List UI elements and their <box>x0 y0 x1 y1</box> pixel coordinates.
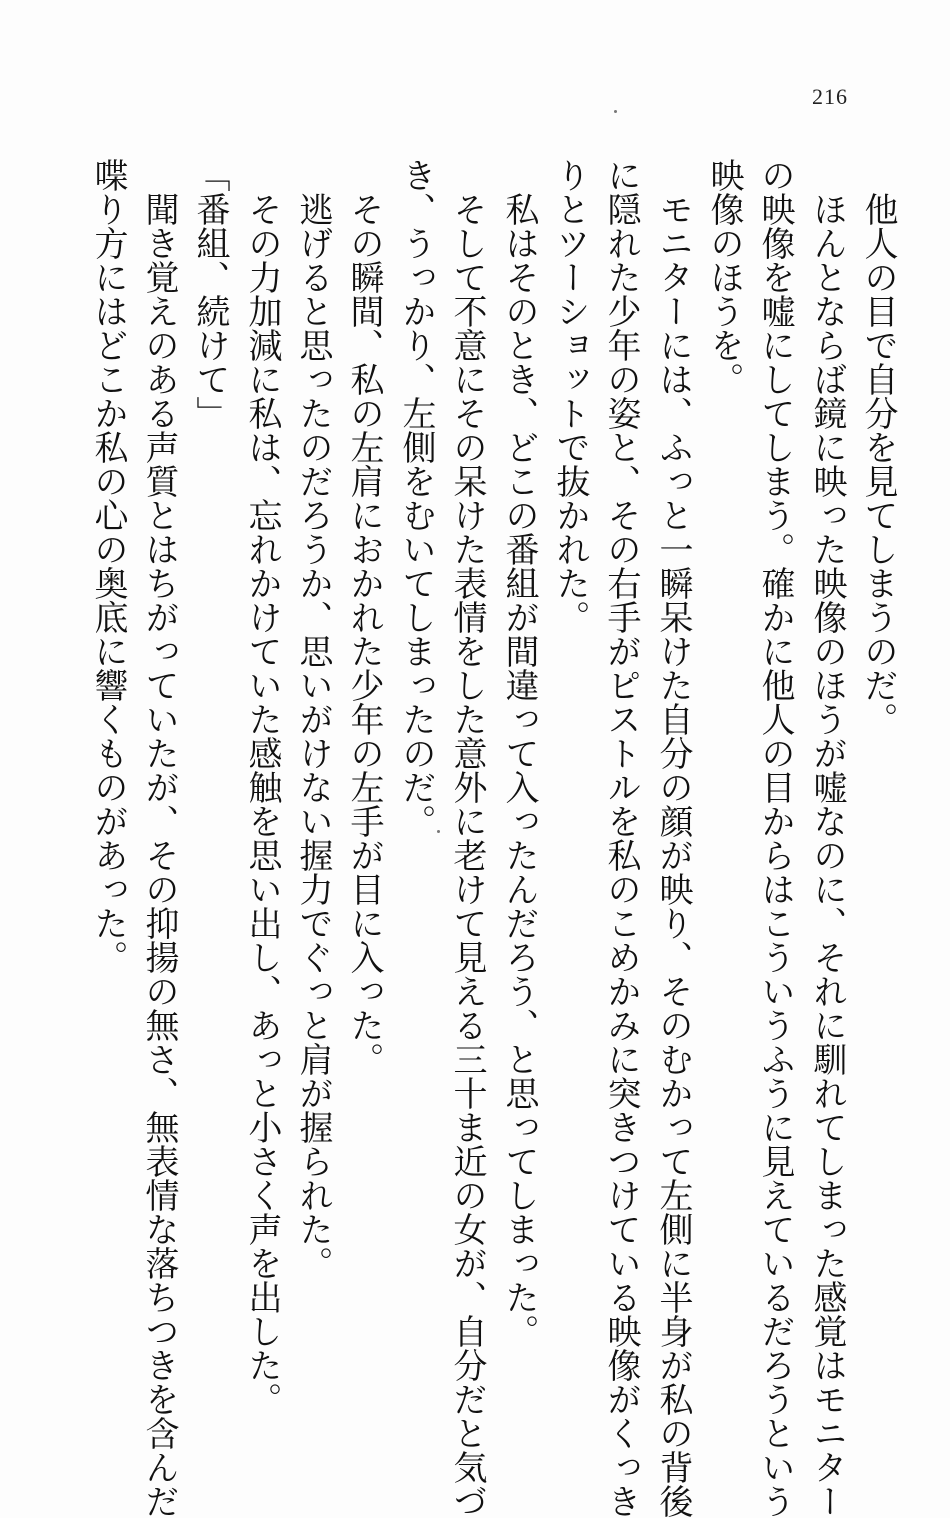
text-line: 喋り方にはどこか私の心の奥底に響くものがあった。 <box>88 158 128 974</box>
text-line: その力加減に私は、忘れかけていた感触を思い出し、あっと小さく声を出した。 <box>242 158 282 1416</box>
text-line: モニターには、ふっと一瞬呆けた自分の顔が映り、そのむかって左側に半身が私の背後 <box>653 158 693 1518</box>
text-line: き、うっかり、左側をむいてしまったのだ。 <box>396 158 436 838</box>
text-line: そして不意にその呆けた表情をした意外に老けて見える三十ま近の女が、自分だと気づ <box>447 158 487 1518</box>
page-number: 216 <box>812 84 848 109</box>
text-line: りとツーショットで抜かれた。 <box>550 158 590 634</box>
text-line: その瞬間、私の左肩におかれた少年の左手が目に入った。 <box>344 158 384 1076</box>
text-line: 「番組、続けて」 <box>190 158 230 430</box>
text-line: 聞き覚えのある声質とはちがっていたが、その抑揚の無さ、無表情な落ちつきを含んだ <box>139 158 179 1518</box>
text-line: 逃げると思ったのだろうか、思いがけない握力でぐっと肩が握られた。 <box>293 158 333 1280</box>
body-text <box>88 158 898 1518</box>
text-line: に隠れた少年の姿と、その右手がピストルを私のこめかみに突きつけている映像がくっき <box>601 158 641 1518</box>
scan-speck <box>437 830 440 833</box>
text-line: 映像のほうを。 <box>704 158 744 396</box>
text-line: ほんとならば鏡に映った映像のほうが嘘なのに、それに馴れてしまった感覚はモニター <box>807 158 847 1518</box>
scan-speck <box>614 110 617 113</box>
text-line: 私はそのとき、どこの番組が間違って入ったんだろう、と思ってしまった。 <box>499 158 539 1348</box>
text-line: 他人の目で自分を見てしまうのだ。 <box>858 158 898 736</box>
text-line: の映像を嘘にしてしまう。確かに他人の目からはこういうふうに見えているだろうという <box>755 158 795 1518</box>
